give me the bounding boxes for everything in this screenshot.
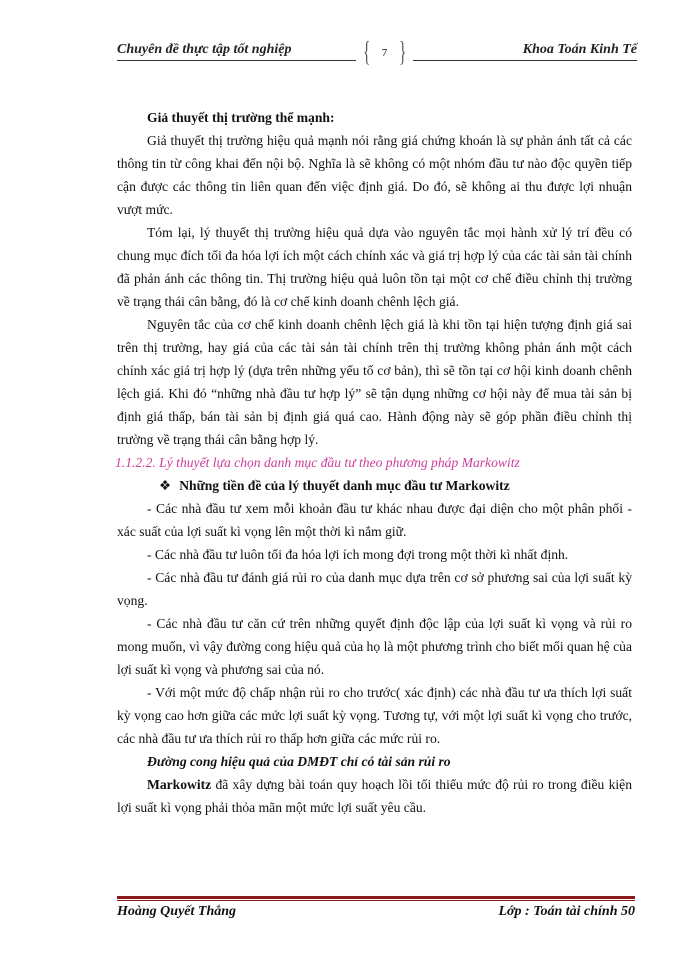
footer-class: Lớp : Toán tài chính 50 [498,904,635,919]
paragraph-3: Nguyên tắc của cơ chế kinh doanh chênh lệch giá là khi tồn tại hiện tượng định giá sai trên thị trường, hay giá của các tài sản tài chính trên thị trường không phản ánh một cách chính xác giá trị hợp lý (dựa trên những yếu tố cơ bản), thì sẽ tồn tại cơ hội kinh doanh chênh lệch giá. Khi đó “những nhà đầu tư hợp lý” sẽ tận dụng những cơ hội này để mua tài sản bị định giá thấp, bán tài sản bị định giá quá cao. Hành động này sẽ góp phần điều chỉnh thị trường về trạng thái cân bằng hợp lý. [117,317,632,447]
frontier-heading: Đường cong hiệu quả của DMĐT chỉ có tài sản rủi ro [147,754,451,769]
premise-item-3: - Các nhà đầu tư đánh giá rủi ro của danh mục dựa trên cơ sở phương sai của lợi suất kỳ vọng. [117,570,632,608]
premise-item-2: - Các nhà đầu tư luôn tối đa hóa lợi ích mong đợi trong một thời kì nhất định. [147,547,569,562]
diamond-bullet-icon: ❖ [159,478,172,493]
footer-rule-thick [117,896,635,899]
header-rule-right [413,60,637,61]
premises-heading [159,474,632,497]
markowitz-name: Markowitz [147,777,212,792]
footer-author: Hoàng Quyết Thắng [117,904,237,919]
footer-rule-thin [117,900,635,901]
paragraph-last [117,773,632,819]
header-rule-left [117,60,356,61]
page-number: 7 [381,47,388,59]
header-faculty: Khoa Toán Kinh Tế [522,42,637,57]
paragraph-last-text: đã xây dựng bài toán quy hoạch lồi tối thiểu mức độ rủi ro trong điều kiện lợi suất kì vọng phải thỏa mãn một mức lợi suất yêu cầu. [117,777,632,815]
heading-strong-market: Giả thuyết thị trường thể mạnh: [147,110,335,125]
header-document-title: Chuyên đề thực tập tốt nghiệp [117,42,292,57]
premise-item-1: - Các nhà đầu tư xem mỗi khoản đầu tư khác nhau được đại diện cho một phân phối - xác suất của lợi suất kì vọng lên một thời kì nắm giữ. [117,501,632,539]
premise-item-4: - Các nhà đầu tư căn cứ trên những quyết định độc lập của lợi suất kì vọng và rủi ro mong muốn, vì vậy đường cong hiệu quả của họ là một phương trình cho biết mối quan hệ của lợi suất kì vọng và phương sai của nó. [117,616,632,677]
page-header [117,38,637,72]
paragraph-1: Giả thuyết thị trường hiệu quả mạnh nói rằng giá chứng khoán là sự phản ánh tất cả các thông tin từ công khai đến nội bộ. Nghĩa là sẽ không có một nhóm đầu tư nào độc quyền tiếp cận được các thông tin liên quan đến việc định giá. Do đó, sẽ không ai thu được lợi nhuận vượt mức. [117,133,632,217]
section-title: 1.1.2.2. Lý thuyết lựa chọn danh mục đầu tư theo phương pháp Markowitz [115,455,520,470]
page-footer [117,904,635,924]
left-brace-icon: { [363,37,371,68]
page-body [117,106,632,819]
premises-heading-text: Những tiền đề của lý thuyết danh mục đầu tư Markowitz [179,478,510,493]
right-brace-icon: } [398,37,406,68]
page-number-box [356,38,413,70]
paragraph-2: Tóm lại, lý thuyết thị trường hiệu quả dựa vào nguyên tắc mọi hành xử lý trí đều có chung mục đích tối đa hóa lợi ích một cách chính xác và giá trị hợp lý của các tài sản tài chính đã phản ánh các thông tin. Thị trường hiệu quả luôn tồn tại một cơ chế điều chỉnh thị trường về trạng thái cân bằng, đó là cơ chế kinh doanh chênh lệch giá. [117,225,632,309]
premise-item-5: - Với một mức độ chấp nhận rủi ro cho trước( xác định) các nhà đầu tư ưa thích lợi suất kỳ vọng cao hơn giữa các mức lợi suất kỳ vọng. Tương tự, với một lợi suất kì vọng cho trước, các nhà đầu tư ưa thích rủi ro thấp hơn giữa các mức rủi ro. [117,685,632,746]
